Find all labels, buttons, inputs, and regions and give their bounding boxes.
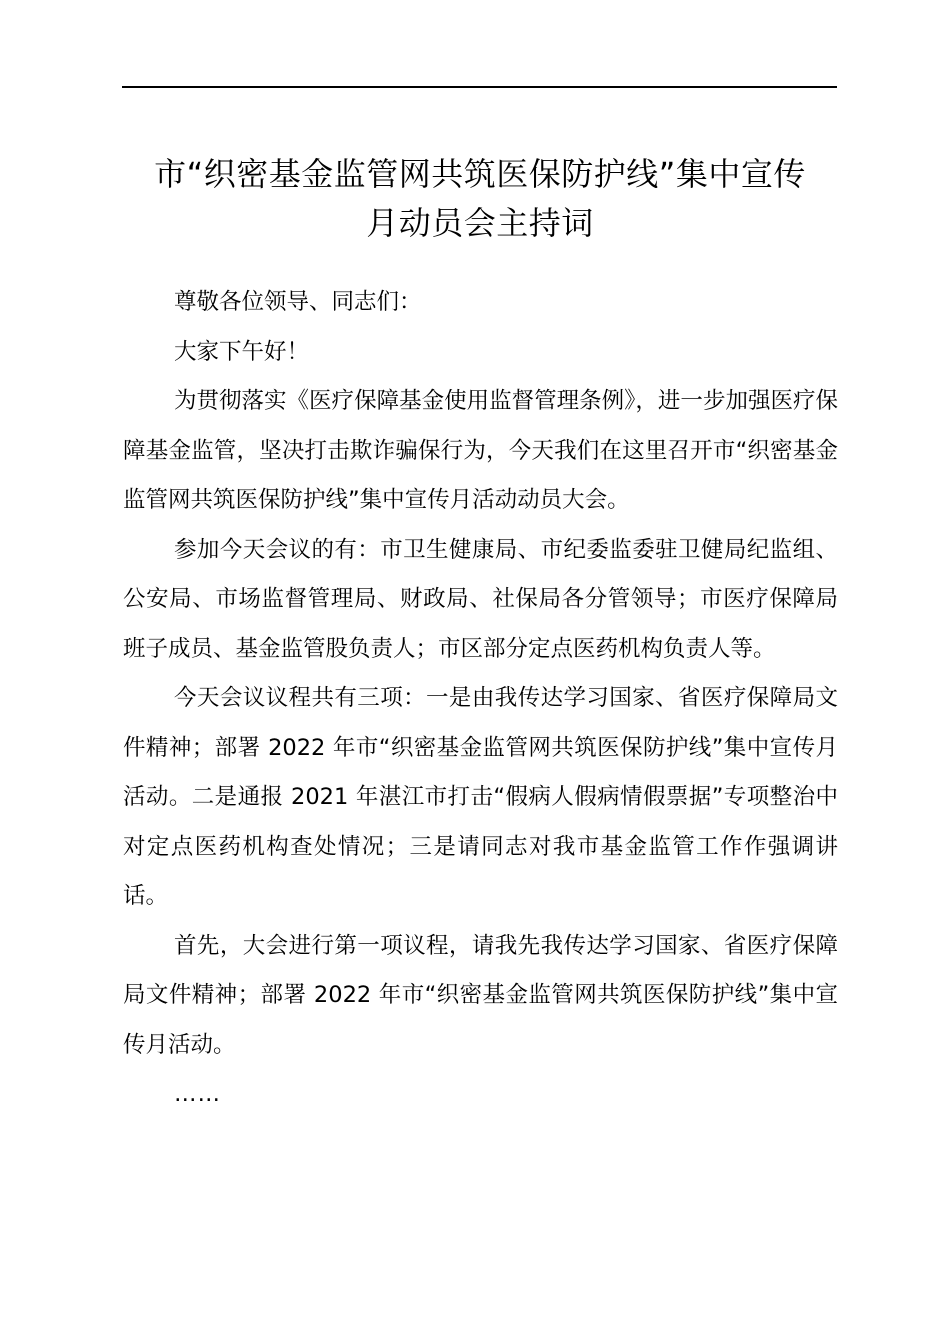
salutation: 尊敬各位领导、同志们： xyxy=(174,289,422,315)
title-line-2: 月动员会主持词 xyxy=(366,204,594,242)
document-body xyxy=(123,278,838,1120)
greeting: 大家下午好！ xyxy=(174,338,310,365)
header-rule xyxy=(122,86,837,88)
document-title xyxy=(120,150,840,248)
paragraph-purpose: 为贯彻落实《医疗保障基金使用监督管理条例》，进一步加强医疗保障基金监管，坚决打击欺诈骗保行为，今天我们在这里召开市“织密基金监管网共筑医保防护线”集中宣传月活动动员大会。 xyxy=(123,388,838,513)
ellipsis: …… xyxy=(174,1081,221,1107)
paragraph-attendees: 参加今天会议的有：市卫生健康局、市纪委监委驻卫健局纪监组、公安局、市场监督管理局、财政局、社保局各分管领导；市医疗保障局班子成员、基金监管股负责人；市区部分定点医药机构负责人等。 xyxy=(123,536,838,662)
paragraph-agenda: 今天会议议程共有三项：一是由我传达学习国家、省医疗保障局文件精神；部署 2022 年市“织密基金监管网共筑医保防护线”集中宣传月活动。二是通报 2021 年湛江市打击“假病人假病情假票据”专项整治中对定点医药机构查处情况；三是请同志对我市基金监管工作作强调讲话。 xyxy=(123,685,838,909)
paragraph-first-item: 首先，大会进行第一项议程，请我先我传达学习国家、省医疗保障局文件精神；部署 2022 年市“织密基金监管网共筑医保防护线”集中宣传月活动。 xyxy=(123,932,838,1058)
title-line-1: 市“织密基金监管网共筑医保防护线”集中宣传 xyxy=(154,155,806,193)
